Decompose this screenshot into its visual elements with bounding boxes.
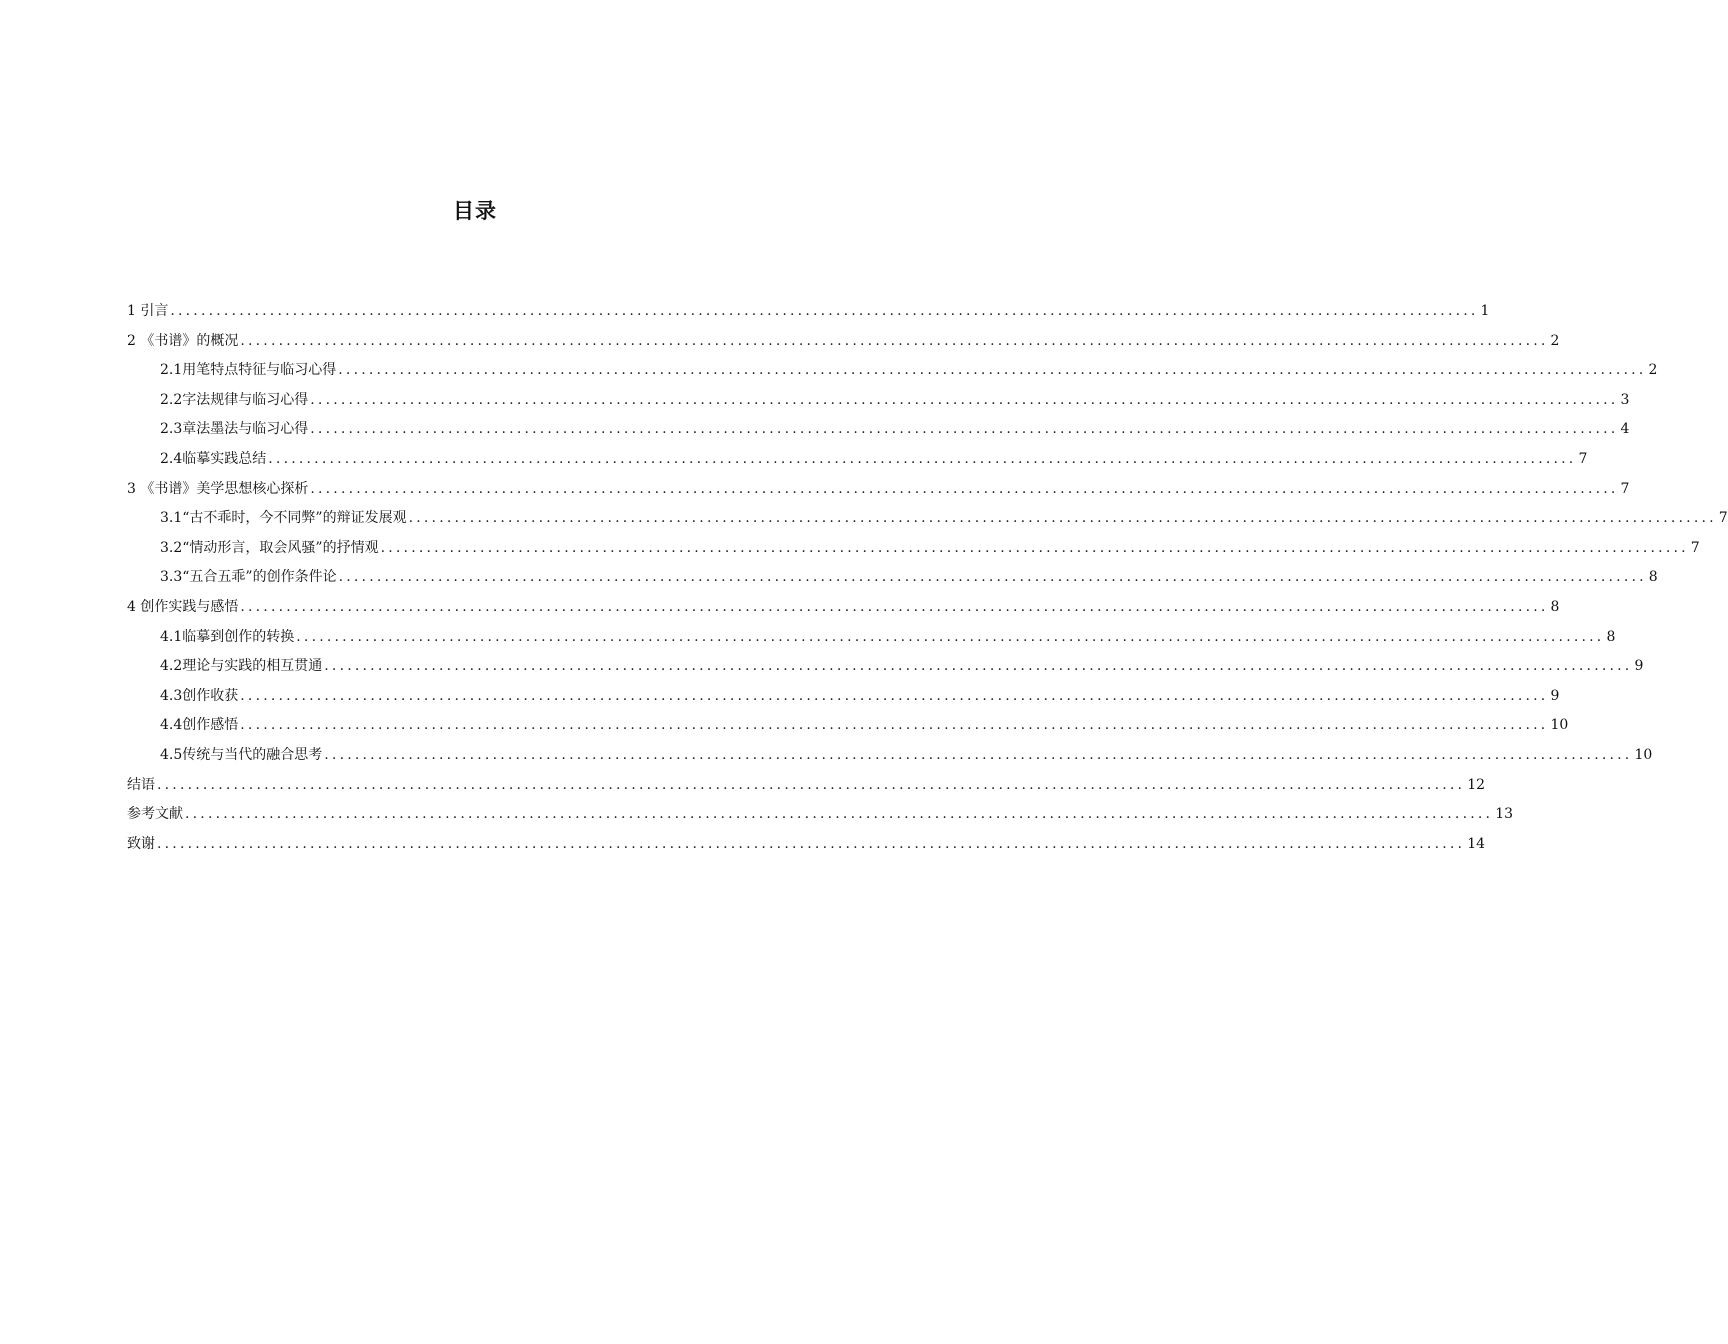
toc-entry-page: 8 <box>1606 628 1616 645</box>
toc-entry[interactable] <box>127 445 1588 475</box>
toc-entry-page: 12 <box>1467 776 1486 793</box>
toc-entry-page: 10 <box>1634 746 1653 763</box>
toc-leader: ........................................................................................................................................................................... <box>338 362 1647 379</box>
toc-entry[interactable] <box>127 830 1486 860</box>
toc-entry-label: 2.3章法墨法与临习心得 <box>160 421 309 438</box>
toc-entry-page: 14 <box>1467 835 1486 852</box>
toc-entry-page: 7 <box>1718 510 1728 527</box>
toc-entry[interactable] <box>127 297 1490 327</box>
toc-leader: ........................................................................................................................................................................... <box>170 303 1479 319</box>
toc-entry-page: 1 <box>1480 303 1490 319</box>
toc-leader: ........................................................................................................................................................................... <box>157 835 1466 852</box>
page-title: 目录 <box>453 199 497 223</box>
toc-entry-page: 2 <box>1648 362 1658 379</box>
toc-entry-page: 2 <box>1550 332 1560 349</box>
toc-entry-label: 2.4临摹实践总结 <box>160 450 267 467</box>
toc-entry[interactable] <box>127 563 1658 593</box>
toc-entry[interactable] <box>127 682 1560 712</box>
toc-leader: ........................................................................................................................................................................... <box>240 332 1549 349</box>
toc-entry-page: 9 <box>1634 658 1644 675</box>
toc-entry-label: 4.1临摹到创作的转换 <box>160 628 295 645</box>
toc-entry[interactable] <box>127 771 1486 801</box>
toc-entry[interactable] <box>127 415 1630 445</box>
toc-leader: ........................................................................................................................................................................... <box>185 806 1494 823</box>
toc-entry-page: 9 <box>1550 687 1560 704</box>
toc-entry-label: 4.2理论与实践的相互贯通 <box>160 658 323 675</box>
toc-leader: ........................................................................................................................................................................... <box>268 450 1577 467</box>
toc-entry-label: 4.4创作感悟 <box>160 717 239 734</box>
toc-entry-page: 7 <box>1620 480 1630 497</box>
toc-entry-label: 2 《书谱》的概况 <box>127 332 239 349</box>
toc-entry-page: 13 <box>1495 806 1514 823</box>
toc-entry-page: 10 <box>1550 717 1569 734</box>
toc-entry[interactable] <box>127 534 1700 564</box>
toc-entry[interactable] <box>127 504 1728 534</box>
toc-entry-page: 3 <box>1620 391 1630 408</box>
toc-entry-label: 3 《书谱》美学思想核心探析 <box>127 480 309 497</box>
toc-entry[interactable] <box>127 652 1644 682</box>
toc-entry[interactable] <box>127 356 1658 386</box>
toc-entry-label: 结语 <box>127 776 155 793</box>
toc-entry-page: 7 <box>1578 450 1588 467</box>
toc-leader: ........................................................................................................................................................................... <box>324 746 1633 763</box>
toc-entry[interactable] <box>127 711 1569 741</box>
toc-leader: ........................................................................................................................................................................... <box>296 628 1605 645</box>
toc-leader: ........................................................................................................................................................................... <box>324 658 1633 675</box>
toc-entry-label: 3.2“情动形言，取会风骚”的抒情观 <box>160 539 379 556</box>
toc-leader: ........................................................................................................................................................................... <box>310 391 1619 408</box>
toc-entry[interactable] <box>127 800 1514 830</box>
toc-entry[interactable] <box>127 475 1630 505</box>
table-of-contents <box>127 297 1728 859</box>
toc-entry-label: 3.3“五合五乖”的创作条件论 <box>160 569 337 586</box>
toc-entry-label: 致谢 <box>127 835 155 852</box>
toc-entry-page: 7 <box>1690 539 1700 556</box>
toc-entry[interactable] <box>127 623 1616 653</box>
toc-leader: ........................................................................................................................................................................... <box>157 776 1466 793</box>
toc-entry[interactable] <box>127 741 1653 771</box>
toc-leader: ........................................................................................................................................................................... <box>338 569 1647 586</box>
toc-leader: ........................................................................................................................................................................... <box>408 510 1717 527</box>
toc-entry[interactable] <box>127 386 1630 416</box>
toc-entry[interactable] <box>127 327 1560 357</box>
toc-entry[interactable] <box>127 593 1560 623</box>
toc-leader: ........................................................................................................................................................................... <box>240 687 1549 704</box>
toc-entry-label: 2.1用笔特点特征与临习心得 <box>160 362 337 379</box>
toc-leader: ........................................................................................................................................................................... <box>310 480 1619 497</box>
toc-leader: ........................................................................................................................................................................... <box>310 421 1619 438</box>
toc-entry-label: 2.2字法规律与临习心得 <box>160 391 309 408</box>
toc-entry-page: 4 <box>1620 421 1630 438</box>
toc-entry-label: 1 引言 <box>127 303 169 319</box>
toc-leader: ........................................................................................................................................................................... <box>380 539 1689 556</box>
toc-leader: ........................................................................................................................................................................... <box>240 717 1549 734</box>
toc-entry-page: 8 <box>1648 569 1658 586</box>
toc-entry-page: 8 <box>1550 598 1560 615</box>
toc-leader: ........................................................................................................................................................................... <box>240 598 1549 615</box>
toc-entry-label: 4.5传统与当代的融合思考 <box>160 746 323 763</box>
toc-entry-label: 3.1“古不乖时，今不同弊”的辩证发展观 <box>160 510 407 527</box>
toc-entry-label: 4.3创作收获 <box>160 687 239 704</box>
toc-entry-label: 4 创作实践与感悟 <box>127 598 239 615</box>
toc-entry-label: 参考文献 <box>127 806 183 823</box>
